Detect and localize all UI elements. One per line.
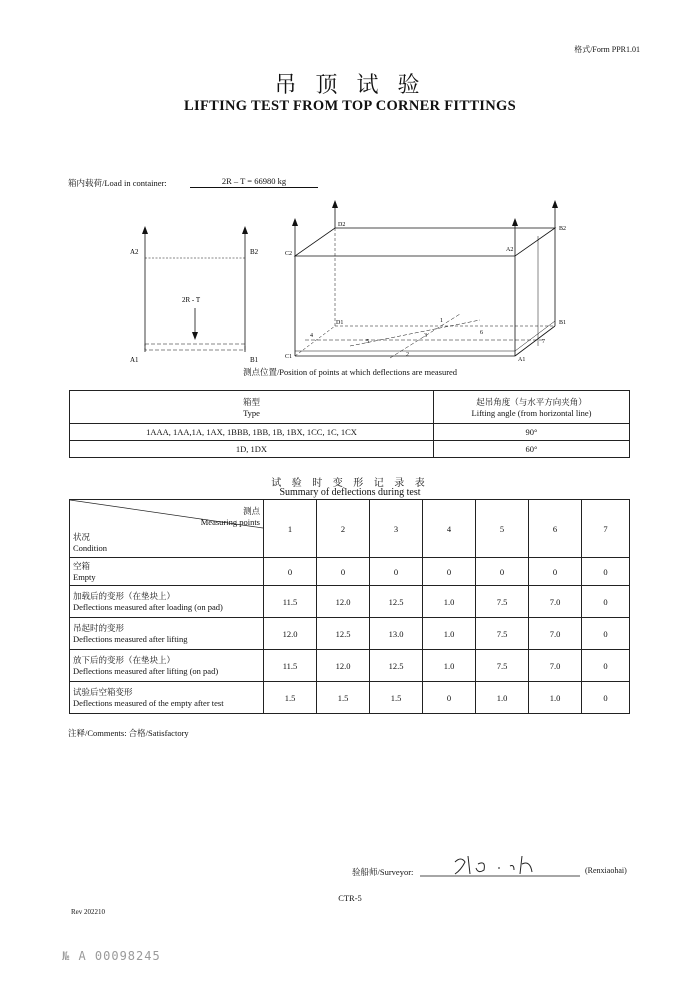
value-cell: 0: [529, 558, 582, 586]
diagram-caption: 测点位置/Position of points at which deflections are measured: [242, 367, 458, 377]
iso-label-a2: A2: [506, 247, 514, 253]
label-b1: B1: [250, 356, 259, 364]
value-cell: 7.5: [476, 650, 529, 682]
value-cell: 0: [370, 558, 423, 586]
summary-title-en: Summary of deflections during test: [279, 487, 421, 498]
label-a1: A1: [130, 356, 139, 364]
condition-cn: 加载后的变形（在垫块上）: [73, 590, 176, 601]
angle-cell: 60°: [434, 441, 630, 458]
point-label-4: 4: [310, 333, 313, 339]
value-cell: 1.5: [317, 682, 370, 714]
value-cell: 0: [582, 558, 630, 586]
type-header-cn: 箱型: [242, 397, 260, 407]
value-cell: 0: [582, 586, 630, 618]
condition-en: Deflections measured of the empty after test: [73, 697, 224, 708]
col-header-2: 2: [317, 500, 370, 558]
point-label-1: 1: [440, 318, 443, 324]
condition-en: Deflections measured after lifting: [73, 633, 188, 644]
label-a2: A2: [130, 248, 139, 256]
point-label-7: 7: [542, 339, 545, 345]
label-b2: B2: [250, 248, 259, 256]
col-header-6: 6: [529, 500, 582, 558]
point-label-6: 6: [480, 330, 483, 336]
serial-number: № A 00098245: [62, 949, 161, 963]
value-cell: 12.0: [317, 650, 370, 682]
value-cell: 1.0: [476, 682, 529, 714]
table-row: [70, 618, 630, 650]
value-cell: 0: [264, 558, 317, 586]
condition-cn: 放下后的变形（在垫块上）: [73, 654, 176, 665]
form-number: 格式/Form PPR1.01: [574, 45, 640, 54]
point-label-5: 5: [366, 339, 369, 345]
title-chinese: 吊 顶 试 验: [274, 73, 426, 98]
revision: Rev 202210: [71, 908, 106, 916]
angle-header-cn: 起吊角度（与水平方向夹角）: [476, 397, 587, 407]
angle-header: [434, 391, 630, 424]
title-english: LIFTING TEST FROM TOP CORNER FITTINGS: [184, 98, 516, 114]
value-cell: 1.5: [370, 682, 423, 714]
label-load: 2R - T: [182, 296, 201, 304]
surveyor-label: 验船师/Surveyor:: [352, 867, 414, 877]
iso-label-a1: A1: [518, 357, 526, 363]
front-view-diagram: [120, 220, 270, 370]
iso-label-c1: C1: [285, 354, 293, 360]
condition-en: Deflections measured after lifting (on pad): [73, 665, 219, 676]
value-cell: 12.5: [370, 650, 423, 682]
value-cell: 7.0: [529, 586, 582, 618]
value-cell: 0: [423, 558, 476, 586]
value-cell: 0: [582, 618, 630, 650]
value-cell: 1.0: [423, 650, 476, 682]
value-cell: 7.0: [529, 618, 582, 650]
condition-cn: 空箱: [73, 560, 91, 571]
col-header-7: 7: [582, 500, 630, 558]
col-header-4: 4: [423, 500, 476, 558]
corner-condition-cn: 状况: [73, 532, 91, 542]
angle-cell: 90°: [434, 424, 630, 441]
value-cell: 0: [476, 558, 529, 586]
load-label: 箱内载荷/Load in container:: [68, 178, 167, 188]
condition-cn: 试验后空箱变形: [73, 686, 133, 697]
surveyor-signature: [420, 852, 585, 880]
table-row: [70, 586, 630, 618]
value-cell: 12.0: [264, 618, 317, 650]
col-header-3: 3: [370, 500, 423, 558]
table-row: [70, 650, 630, 682]
condition-en: Deflections measured after loading (on pad): [73, 601, 223, 612]
col-header-1: 1: [264, 500, 317, 558]
iso-label-b2: B2: [559, 226, 567, 232]
value-cell: 12.5: [370, 586, 423, 618]
angle-header-en: Lifting angle (from horizontal line): [471, 408, 592, 418]
iso-label-d1: D1: [336, 320, 344, 326]
value-cell: 0: [582, 650, 630, 682]
comments: 注释/Comments: 合格/Satisfactory: [68, 728, 189, 738]
corner-condition-en: Condition: [73, 543, 108, 553]
value-cell: 12.0: [317, 586, 370, 618]
isometric-container-diagram: [280, 196, 580, 366]
value-cell: 7.5: [476, 586, 529, 618]
point-label-3: 3: [424, 333, 427, 339]
summary-title-cn: 试 验 时 变 形 记 录 表: [271, 478, 429, 489]
value-cell: 1.0: [423, 618, 476, 650]
point-label-2: 2: [406, 352, 409, 358]
value-cell: 7.5: [476, 618, 529, 650]
value-cell: 12.5: [317, 618, 370, 650]
condition-cn: 吊起时的变形: [73, 622, 125, 633]
value-cell: 1.0: [423, 586, 476, 618]
corner-points-en: Measuring points: [200, 517, 260, 527]
col-header-5: 5: [476, 500, 529, 558]
document-code: CTR-5: [338, 893, 362, 903]
iso-label-b1: B1: [559, 320, 567, 326]
table-row: [70, 682, 630, 714]
value-cell: 0: [582, 682, 630, 714]
value-cell: 7.0: [529, 650, 582, 682]
iso-label-d2: D2: [338, 222, 346, 228]
value-cell: 0: [423, 682, 476, 714]
value-cell: 11.5: [264, 650, 317, 682]
type-header: [70, 391, 434, 424]
load-value: 2R – T = 66980 kg: [190, 176, 318, 188]
type-header-en: Type: [243, 408, 260, 418]
value-cell: 11.5: [264, 586, 317, 618]
type-cell: 1D, 1DX: [70, 441, 434, 458]
corner-points-cn: 测点: [242, 506, 260, 516]
table-row: [70, 558, 630, 586]
type-angle-table: [69, 390, 630, 458]
value-cell: 13.0: [370, 618, 423, 650]
value-cell: 1.0: [529, 682, 582, 714]
iso-label-c2: C2: [285, 251, 293, 257]
corner-header-cell: [70, 500, 264, 558]
surveyor-name: (Renxiaohai): [585, 866, 627, 875]
condition-en: Empty: [73, 571, 96, 582]
value-cell: 0: [317, 558, 370, 586]
value-cell: 1.5: [264, 682, 317, 714]
deflection-summary-table: [69, 499, 630, 714]
type-cell: 1AAA, 1AA,1A, 1AX, 1BBB, 1BB, 1B, 1BX, 1CC, 1C, 1CX: [70, 424, 434, 441]
